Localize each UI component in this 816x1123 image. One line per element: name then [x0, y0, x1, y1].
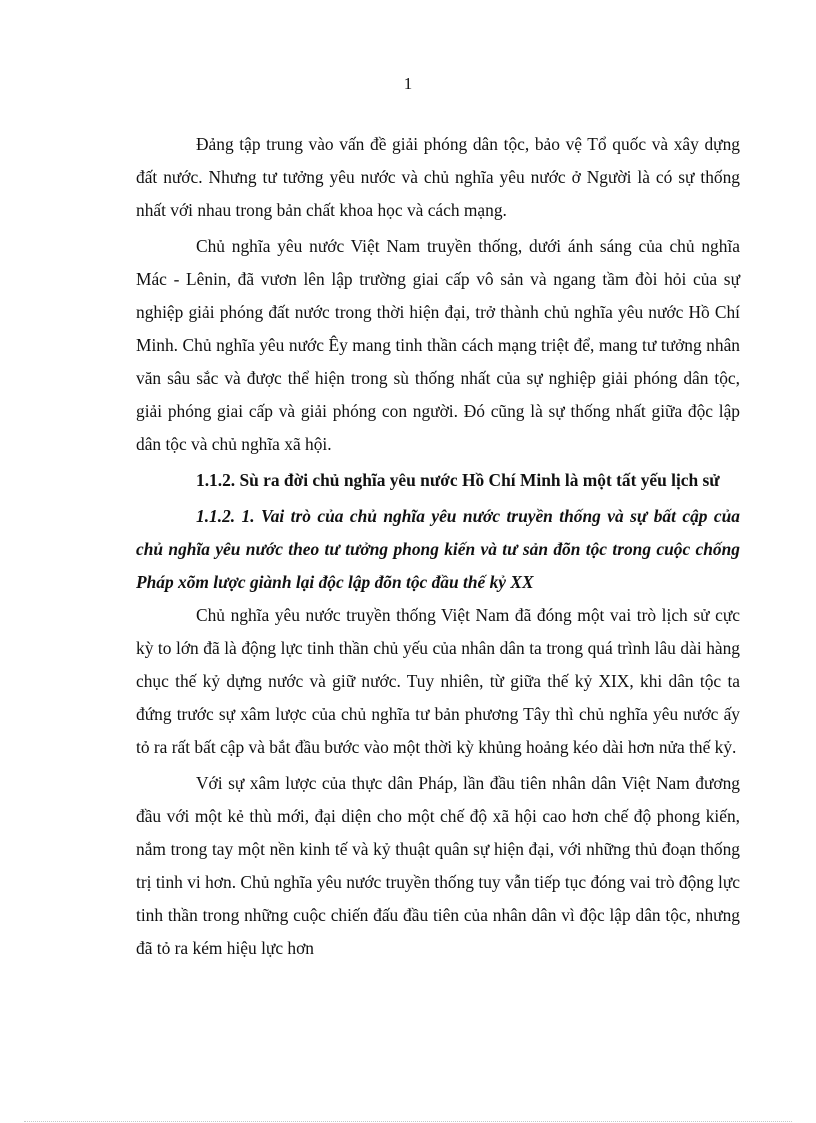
subsection-heading: 1.1.2. 1. Vai trò của chủ nghĩa yêu nước truyền thống và sự bất cập của chủ nghĩa yêu nước theo tư tưởng phong kiến và tư sản đõn tộc trong cuộc chống Pháp xõm lược giành lại độc lập đõn tộc đầu thế kỷ XX: [136, 506, 740, 592]
page-bottom-divider: [24, 1121, 792, 1122]
paragraph-3: Chủ nghĩa yêu nước truyền thống Việt Nam đã đóng một vai trò lịch sử cực kỳ to lớn đã là động lực tinh thần chủ yếu của nhân dân ta trong quá trình lâu dài hàng chục thế kỷ dựng nước và giữ nước. Tuy nhiên, từ giữa thế kỷ XIX, khi dân tộc ta đứng trước sự xâm lược của chủ nghĩa tư bản phương Tây thì chủ nghĩa yêu nước ấy tỏ ra rất bất cập và bắt đầu bước vào một thời kỳ khủng hoảng kéo dài hơn nửa thế kỷ.: [136, 605, 740, 757]
section-heading: 1.1.2. Sù ra đời chủ nghĩa yêu nước Hồ Chí Minh là một tất yếu lịch sử: [196, 470, 720, 490]
paragraph-4: Với sự xâm lược của thực dân Pháp, lần đầu tiên nhân dân Việt Nam đương đầu với một kẻ thù mới, đại diện cho một chế độ xã hội cao hơn chế độ phong kiến, nắm trong tay một nền kinh tế và kỷ thuật quân sự hiện đại, với những thủ đoạn thống trị tinh vi hơn. Chủ nghĩa yêu nước truyền thống tuy vẫn tiếp tục đóng vai trò động lực tinh thần trong những cuộc chiến đấu đầu tiên của nhân dân vì độc lập dân tộc, nhưng đã tỏ ra kém hiệu lực hơn: [136, 773, 740, 958]
page-number: 1: [403, 74, 413, 93]
paragraph-2: Chủ nghĩa yêu nước Việt Nam truyền thống, dưới ánh sáng của chủ nghĩa Mác - Lênin, đã vươn lên lập trường giai cấp vô sản và ngang tầm đòi hỏi của sự nghiệp giải phóng đất nước trong thời hiện đại, trở thành chủ nghĩa yêu nước Hồ Chí Minh. Chủ nghĩa yêu nước Êy mang tinh thần cách mạng triệt để, mang tư tưởng nhân văn sâu sắc và được thể hiện trong sù thống nhất của sự nghiệp giải phóng dân tộc, giải phóng giai cấp và giải phóng con người. Đó cũng là sự thống nhất giữa độc lập dân tộc và chủ nghĩa xã hội.: [136, 236, 740, 454]
document-body: [136, 128, 740, 965]
paragraph-1: Đảng tập trung vào vấn đề giải phóng dân tộc, bảo vệ Tổ quốc và xây dựng đất nước. Nhưng tư tưởng yêu nước và chủ nghĩa yêu nước ở Người là có sự thống nhất với nhau trong bản chất khoa học và cách mạng.: [136, 134, 740, 220]
